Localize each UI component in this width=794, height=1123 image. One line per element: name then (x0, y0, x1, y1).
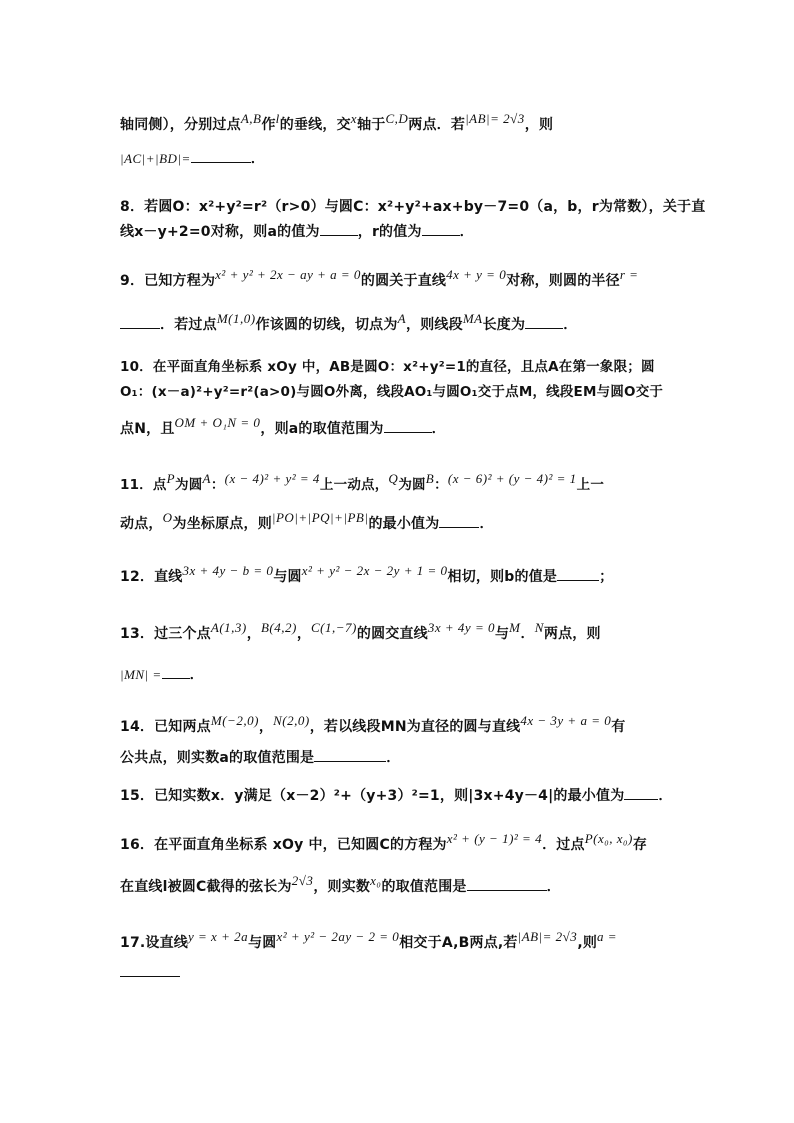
text: ，则实数 (313, 879, 371, 895)
q10-line-3 (120, 415, 680, 438)
text: 16．在平面直角坐标系 xOy 中，已知圆C的方程为 (120, 837, 447, 853)
math: M(−2,0) (210, 713, 259, 728)
text: 11．点 (120, 477, 167, 493)
q9-line-1 (120, 267, 680, 290)
question-8-text: 8．若圆O：x²+y²=r²（r>0）与圆C：x²+y²+ax+by－7=0（a，b，r为常数），关于直 (120, 199, 706, 215)
answer-blank (384, 420, 432, 433)
math: C(1,−7) (311, 620, 357, 635)
q15-line (120, 785, 680, 805)
answer-blank (422, 223, 460, 236)
math: |AB|= 2√3 (465, 111, 525, 126)
q14-line-2 (120, 747, 680, 767)
math: 4x − 3y + a = 0 (520, 713, 612, 728)
text: 的垂线，交 (279, 117, 351, 133)
text: ． (189, 667, 204, 683)
text: 对称，则圆的半径 (506, 273, 620, 289)
text: ，则 (524, 117, 554, 133)
text: ，则a的取值范围为 (260, 421, 384, 437)
text: ． (479, 516, 494, 532)
text: ，则线段 (406, 317, 463, 333)
text: ． (250, 151, 265, 167)
math: x² + (y − 1)² = 4 (446, 831, 543, 846)
text: 作该圆的切线，切点为 (255, 317, 398, 333)
q9-line-2 (120, 311, 680, 334)
q12-line (120, 563, 680, 586)
text: 轴于 (357, 117, 386, 133)
text: ， (258, 719, 274, 735)
answer-blank (525, 316, 563, 329)
answer-blank (557, 568, 599, 581)
text: 长度为 (482, 317, 526, 333)
text: 与圆 (248, 935, 277, 951)
q11-line-2 (120, 510, 680, 533)
q13-line-2 (120, 664, 680, 684)
math: 3x + 4y = 0 (427, 620, 495, 635)
answer-blank (467, 878, 547, 891)
math: A(1,3) (210, 620, 247, 635)
q7-line-1 (120, 111, 680, 134)
text: ，若以线段MN为直径的圆与直线 (309, 719, 521, 735)
math: |PO|+|PQ|+|PB| (271, 510, 369, 525)
text: 为圆 (398, 477, 426, 493)
text: ， (296, 626, 312, 642)
text: ． (563, 317, 578, 333)
math: (x − 6)² + (y − 4)² = 1 (447, 471, 577, 486)
text: ．过点 (542, 837, 585, 853)
math: M (509, 620, 521, 635)
q10-line-1 (120, 355, 680, 375)
text: 上一动点， (319, 477, 389, 493)
text: 轴同侧），分别过点 (120, 117, 241, 133)
text: ． (520, 626, 535, 642)
math: 3x + 4y − b = 0 (182, 563, 274, 578)
text: 13．过三个点 (120, 626, 211, 642)
math: l (275, 111, 280, 126)
text: 在直线l被圆C截得的弦长为 (120, 879, 292, 895)
math: P(x₀, x₀) (584, 831, 633, 846)
math: MA (462, 311, 483, 326)
math: r = (619, 267, 639, 282)
text: 点N，且 (120, 421, 175, 437)
text: 动点， (120, 516, 163, 532)
math: Q (388, 471, 399, 486)
math: M(1,0) (216, 311, 256, 326)
text: 为坐标原点，则 (172, 516, 272, 532)
math: 4x + y = 0 (446, 267, 507, 282)
math: B (425, 471, 435, 486)
math: a = (597, 929, 618, 944)
math: |MN| = (120, 667, 162, 682)
text: 的最小值为 (368, 516, 440, 532)
answer-blank (320, 223, 358, 236)
math: |AB|= 2√3 (517, 929, 578, 944)
answer-blank (191, 150, 251, 163)
text: 相切，则b的值是 (447, 569, 558, 585)
text: 17.设直线 (120, 935, 189, 951)
answer-blank (314, 749, 386, 762)
text: ： (434, 477, 448, 493)
math: x² + y² − 2x − 2y + 1 = 0 (301, 563, 448, 578)
q13-line-1 (120, 620, 680, 643)
math: B(4,2) (260, 620, 297, 635)
q10-line-2 (120, 380, 680, 400)
q16-line-2 (120, 873, 680, 896)
text: ． (546, 879, 561, 895)
math: x² + y² + 2x − ay + a = 0 (215, 267, 361, 282)
math: A (202, 471, 211, 486)
text: ． (386, 750, 401, 766)
q17-line (120, 929, 680, 952)
text: ,则 (577, 935, 598, 951)
text: 9．已知方程为 (120, 273, 216, 289)
q7-line-2 (120, 148, 680, 168)
text: 两点．若 (408, 117, 466, 133)
math: y = x + 2a (188, 929, 249, 944)
text: 相交于A,B两点,若 (399, 935, 518, 951)
text: 与圆 (273, 569, 302, 585)
text: 为圆 (175, 477, 203, 493)
text: ． (431, 421, 446, 437)
text: 15．已知实数x．y满足（x－2）²+（y+3）²=1，则|3x+4y－4|的最小值为 (120, 788, 625, 804)
text: ； (599, 569, 614, 585)
math: x₀ (370, 873, 382, 888)
text: ．若过点 (160, 317, 217, 333)
text: 的取值范围是 (381, 879, 467, 895)
math: (x − 4)² + y² = 4 (224, 471, 320, 486)
text: ． (459, 224, 474, 240)
text: 公共点，则实数a的取值范围是 (120, 750, 315, 766)
text: 线x－y+2=0对称，则a的值为 (120, 224, 320, 240)
text: 10．在平面直角坐标系 xOy 中，AB是圆O：x²+y²=1的直径，且点A在第一象限；圆 (120, 359, 655, 375)
math: A (397, 311, 407, 326)
q8-line-2 (120, 221, 680, 241)
q8-line-1 (120, 196, 706, 216)
text: ： (210, 477, 225, 493)
math: N(2,0) (273, 713, 310, 728)
math: P (166, 471, 176, 486)
math: C,D (385, 111, 409, 126)
text: 有 (611, 719, 626, 735)
answer-blank (439, 515, 479, 528)
answer-blank (162, 666, 190, 679)
math: x (350, 111, 358, 126)
math: A,B (240, 111, 262, 126)
text: ， (246, 626, 261, 642)
q11-line-1 (120, 473, 680, 493)
text: O₁：(x－a)²+y²=r²(a>0)与圆O外离，线段AO₁与圆O₁交于点M，线段EM与圆O交于 (120, 384, 664, 400)
text: ，r的值为 (357, 224, 422, 240)
math: |AC|+|BD|= (120, 151, 191, 166)
text: 与 (494, 626, 510, 642)
text: 存 (632, 837, 648, 853)
math: x² + y² − 2ay − 2 = 0 (276, 929, 400, 944)
text: 14．已知两点 (120, 719, 211, 735)
answer-blank (120, 316, 160, 329)
text: 两点，则 (543, 626, 601, 642)
text: 作 (261, 117, 276, 133)
text: ． (658, 788, 673, 804)
q14-line-1 (120, 713, 680, 736)
math: N (534, 620, 544, 635)
text: 12．直线 (120, 569, 183, 585)
text: 上一 (576, 477, 605, 493)
math: O (162, 510, 173, 525)
math: 2√3 (291, 873, 314, 888)
q16-line-1 (120, 831, 680, 854)
answer-blank (120, 976, 180, 977)
text: 的圆交直线 (356, 626, 428, 642)
math: OM + O₁N = 0 (174, 415, 261, 430)
text: 的圆关于直线 (360, 273, 447, 289)
answer-blank (624, 787, 658, 800)
